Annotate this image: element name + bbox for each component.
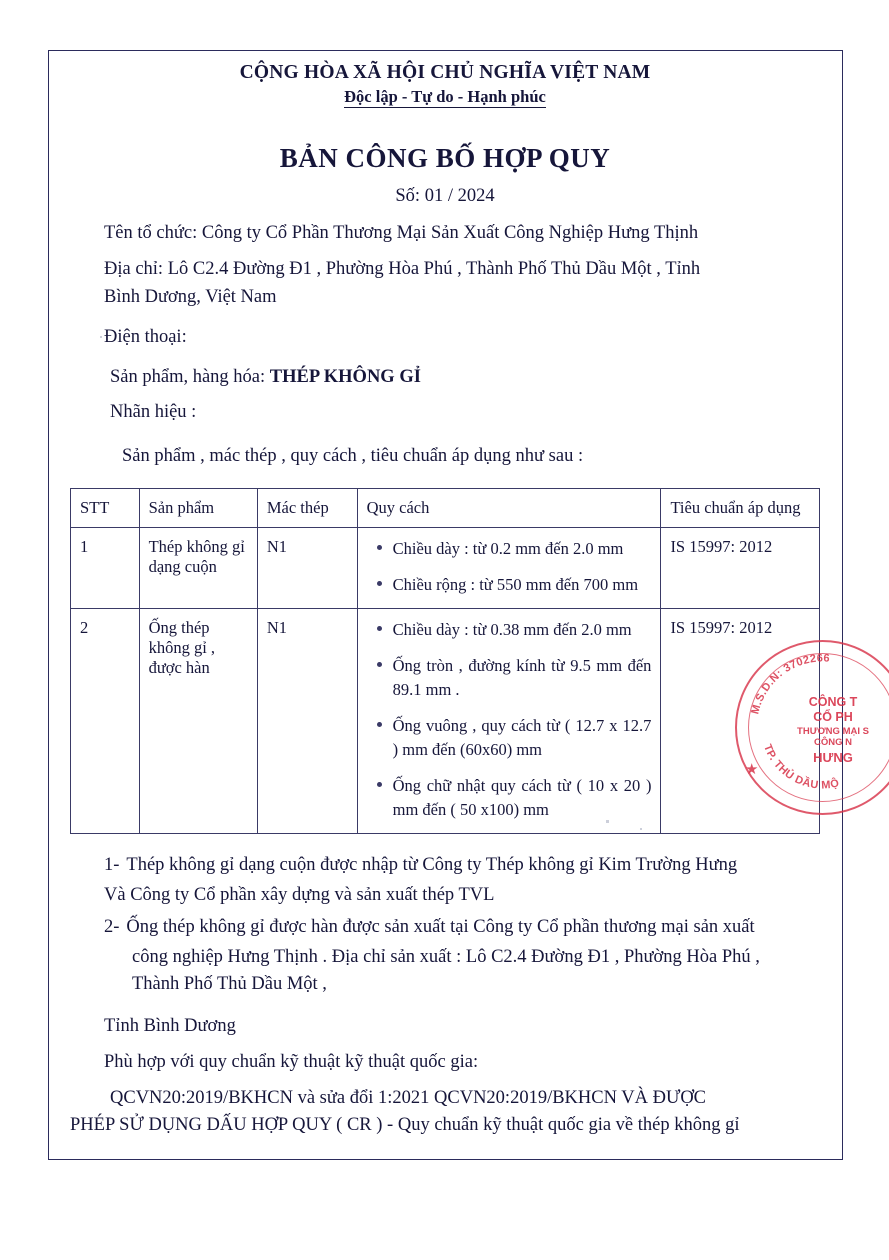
col-header-standard: Tiêu chuẩn áp dụng bbox=[661, 488, 820, 527]
product-value: THÉP KHÔNG GỈ bbox=[269, 367, 421, 388]
cell-product: Ống thép không gỉ , được hàn bbox=[139, 608, 257, 834]
national-heading: CỘNG HÒA XÃ HỘI CHỦ NGHĨA VIỆT NAM bbox=[239, 62, 651, 83]
brand-label: Nhãn hiệu : bbox=[110, 401, 197, 422]
cell-spec bbox=[357, 608, 661, 834]
spec-item: Ống vuông , quy cách từ ( 12.7 x 12.7 ) mm đến (60x60) mm bbox=[393, 714, 652, 762]
note-continuation: Thành Phố Thủ Dầu Một , bbox=[132, 974, 327, 995]
product-line bbox=[70, 363, 820, 391]
note-item bbox=[70, 914, 820, 942]
note-item bbox=[70, 852, 820, 880]
note-text: Thép không gỉ dạng cuộn được nhập từ Công ty Thép không gỉ Kim Trường Hưng bbox=[126, 855, 738, 876]
org-address-line-1: Địa chỉ: Lô C2.4 Đường Đ1 , Phường Hòa Phú , Thành Phố Thủ Dầu Một , Tỉnh bbox=[104, 259, 701, 280]
seal-arc-bottom-text: TP. THỦ DẦU MỘ bbox=[761, 742, 841, 792]
scan-speck bbox=[640, 828, 642, 830]
standard-line-2: PHÉP SỬ DỤNG DẤU HỢP QUY ( CR ) - Quy chuẩn kỹ thuật quốc gia về thép không gỉ bbox=[70, 1115, 740, 1136]
spec-list bbox=[367, 618, 652, 823]
scan-speck bbox=[100, 336, 102, 338]
col-header-grade: Mác thép bbox=[257, 488, 357, 527]
scan-speck bbox=[606, 820, 609, 823]
spec-item: Chiều dày : từ 0.38 mm đến 2.0 mm bbox=[393, 618, 652, 642]
page-title: BẢN CÔNG BỐ HỢP QUY bbox=[279, 143, 611, 173]
spec-intro: Sản phẩm , mác thép , quy cách , tiêu chuẩn áp dụng như sau : bbox=[122, 445, 584, 466]
note-number: 2- bbox=[104, 916, 120, 937]
spec-item: Chiều rộng : từ 550 mm đến 700 mm bbox=[393, 573, 652, 597]
province-line: Tỉnh Bình Dương bbox=[104, 1016, 236, 1037]
cell-spec bbox=[357, 527, 661, 608]
spec-item: Ống tròn , đường kính từ 9.5 mm đến 89.1 mm . bbox=[393, 654, 652, 702]
org-phone: Điện thoại: bbox=[104, 327, 187, 348]
conformity-line: Phù hợp với quy chuẩn kỹ thuật kỹ thuật quốc gia: bbox=[104, 1051, 479, 1072]
national-motto-text: Độc lập - Tự do - Hạnh phúc bbox=[344, 87, 546, 106]
col-header-spec: Quy cách bbox=[357, 488, 661, 527]
col-header-product: Sản phẩm bbox=[139, 488, 257, 527]
document-number: Số: 01 / 2024 bbox=[395, 186, 495, 206]
note-continuation: công nghiệp Hưng Thịnh . Địa chỉ sản xuất : Lô C2.4 Đường Đ1 , Phường Hòa Phú , bbox=[132, 946, 760, 967]
product-label: Sản phẩm, hàng hóa: bbox=[110, 367, 266, 388]
notes-block bbox=[70, 852, 820, 999]
org-name: Tên tổ chức: Công ty Cổ Phần Thương Mại Sản Xuất Công Nghiệp Hưng Thịnh bbox=[104, 223, 699, 243]
seal-star-icon: ★ bbox=[745, 762, 759, 778]
cell-stt: 1 bbox=[71, 527, 140, 608]
national-motto bbox=[70, 87, 820, 107]
spec-item: Ống chữ nhật quy cách từ ( 10 x 20 ) mm đến ( 50 x100) mm bbox=[393, 774, 652, 822]
document-content bbox=[70, 62, 820, 1140]
cell-grade: N1 bbox=[257, 608, 357, 834]
table-row bbox=[71, 608, 820, 834]
note-number: 1- bbox=[104, 855, 120, 876]
spec-item: Chiều dày : từ 0.2 mm đến 2.0 mm bbox=[393, 537, 652, 561]
cell-grade: N1 bbox=[257, 527, 357, 608]
seal-line-1: CÔNG T bbox=[808, 695, 858, 709]
cell-stt: 2 bbox=[71, 608, 140, 834]
note-continuation: Và Công ty Cổ phần xây dựng và sản xuất thép TVL bbox=[104, 885, 495, 906]
note-text: Ống thép không gỉ được hàn được sản xuất tại Công ty Cổ phần thương mại sản xuất bbox=[126, 916, 755, 937]
org-address-line-2: Bình Dương, Việt Nam bbox=[104, 287, 277, 308]
table-header-row bbox=[71, 488, 820, 527]
seal-line-4: CÔNG N bbox=[814, 737, 852, 749]
table-row bbox=[71, 527, 820, 608]
seal-line-3: THƯƠNG MẠI S bbox=[797, 725, 869, 737]
seal-line-5: HƯNG bbox=[813, 749, 853, 765]
cell-standard: IS 15997: 2012 bbox=[661, 608, 820, 834]
seal-line-2: CỔ PH bbox=[813, 710, 853, 725]
col-header-stt: STT bbox=[71, 488, 140, 527]
spec-list bbox=[367, 537, 652, 597]
standard-line-1: QCVN20:2019/BKHCN và sửa đổi 1:2021 QCVN20:2019/BKHCN VÀ ĐƯỢC bbox=[110, 1087, 707, 1108]
spec-table bbox=[70, 488, 820, 835]
cell-standard: IS 15997: 2012 bbox=[661, 527, 820, 608]
closing-block bbox=[70, 1013, 820, 1140]
cell-product: Thép không gỉ dạng cuộn bbox=[139, 527, 257, 608]
seal-arc-top-text: M.S.D.N: 3702266 bbox=[749, 652, 831, 716]
